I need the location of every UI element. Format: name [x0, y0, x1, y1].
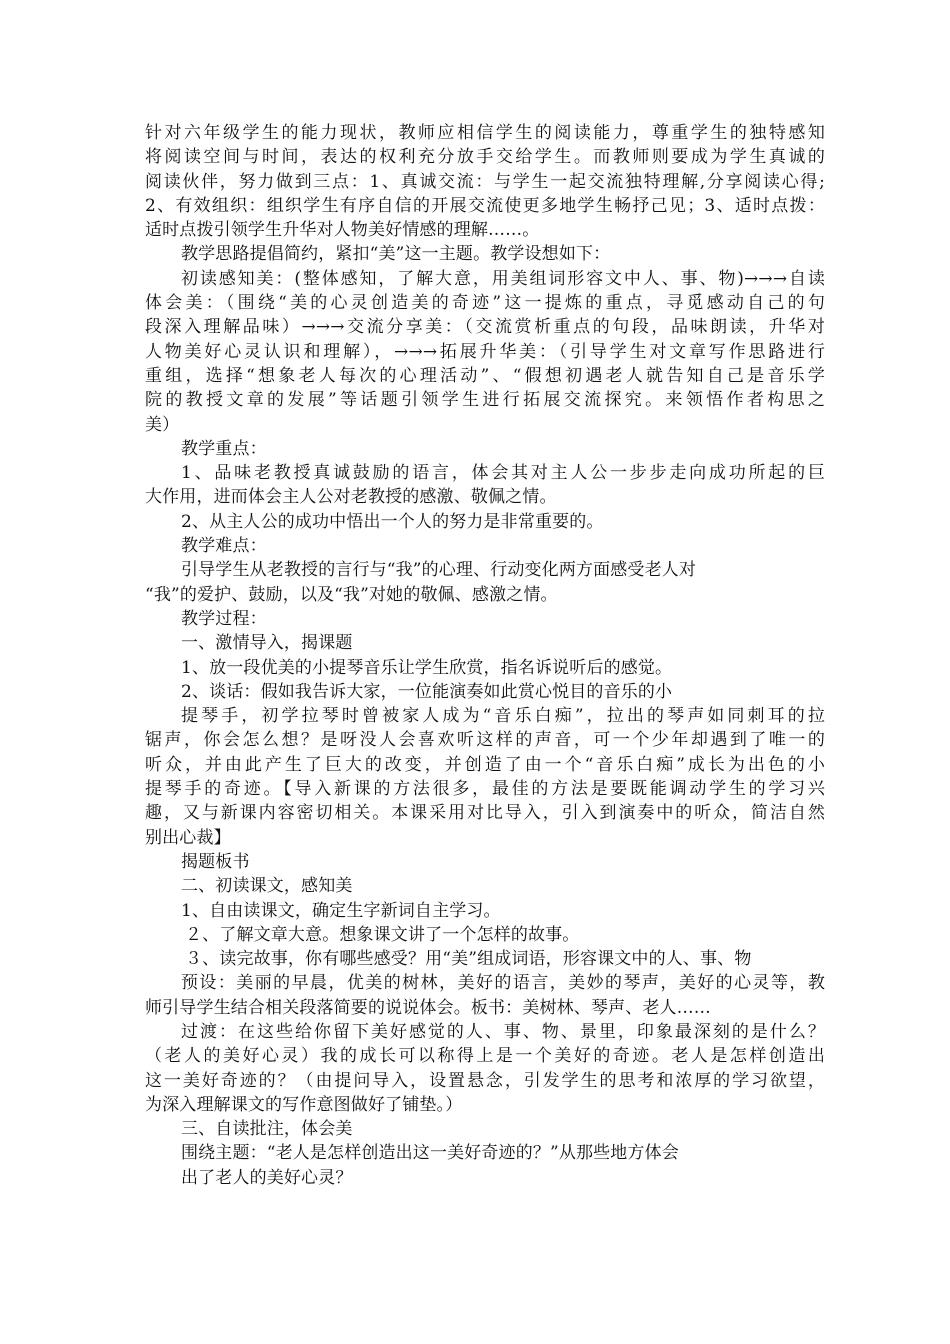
text-line: 三、自读批注，体会美	[181, 1119, 353, 1140]
text-line: 提琴手的奇迹。【导入新课的方法很多，最佳的方法是要既能调动学生的学习兴	[145, 779, 825, 800]
text-line: 教学难点：	[181, 536, 267, 557]
text-line: 这一美好奇迹的？（由提问导入，设置悬念，引发学生的思考和浓厚的学习欲望，	[145, 1070, 825, 1091]
text-line: 趣，又与新课内容密切相关。本课采用对比导入，引入到演奏中的听众，简洁自然	[145, 803, 825, 824]
text-line: （老人的美好心灵）我的成长可以称得上是一个美好的奇迹。老人是怎样创造出	[145, 1046, 825, 1067]
text-line: 揭题板书	[181, 851, 250, 872]
text-line: 大作用，进而体会主人公对老教授的感激、敬佩之情。	[145, 487, 557, 508]
document-body	[145, 121, 825, 1190]
text-line: 预设：美丽的早晨，优美的树林，美好的语言，美妙的琴声，美好的心灵等，教	[181, 973, 825, 994]
text-line: 重组，选择“想象老人每次的心理活动”、“假想初遇老人就告知自己是音乐学	[145, 365, 825, 386]
text-line: 2、从主人公的成功中悟出一个人的努力是非常重要的。	[181, 511, 604, 532]
text-line: 适时点拨引领学生升华对人物美好情感的理解……。	[145, 220, 540, 241]
text-line: 人物美好心灵认识和理解），→→→拓展升华美：（引导学生对文章写作思路进行	[145, 341, 825, 362]
text-line: 一、激情导入，揭课题	[181, 633, 353, 654]
text-line: 教学过程：	[181, 608, 267, 629]
text-line: ２、了解文章大意。想象课文讲了一个怎样的故事。	[185, 924, 580, 945]
text-line: 将阅读空间与时间，表达的权利充分放手交给学生。而教师则要成为学生真诚的	[145, 147, 825, 168]
text-line: “我”的爱护、鼓励，以及“我”对她的敬佩、感激之情。	[145, 584, 558, 605]
text-line: 引导学生从老教授的言行与“我”的心理、行动变化两方面感受老人对	[181, 560, 697, 581]
text-line: 提琴手，初学拉琴时曾被家人成为“音乐白痴”，拉出的琴声如同刺耳的拉	[181, 706, 825, 727]
text-line: 教学重点：	[181, 438, 267, 459]
text-line: 围绕主题：“老人是怎样创造出这一美好奇迹的？”从那些地方体会	[181, 1143, 679, 1164]
text-line: 1、自由读课文，确定生字新词自主学习。	[181, 900, 501, 921]
text-line: 师引导学生结合相关段落简要的说说体会。板书：美树林、琴声、老人……	[145, 997, 711, 1018]
text-line: 1、放一段优美的小提琴音乐让学生欣赏，指名诉说听后的感觉。	[181, 657, 673, 678]
text-line: 1、品味老教授真诚鼓励的语言，体会其对主人公一步步走向成功所起的巨	[181, 463, 825, 484]
text-line: 院的教授文章的发展”等话题引领学生进行拓展交流探究。来领悟作者构思之	[145, 390, 825, 411]
text-line: 体会美：（围绕“美的心灵创造美的奇迹”这一提炼的重点，寻觅感动自己的句	[145, 293, 825, 314]
text-line: ３、读完故事，你有哪些感受？用“美”组成词语，形容课文中的人、事、物	[185, 949, 752, 970]
text-line: 听众，并由此产生了巨大的改变，并创造了由一个“音乐白痴”成长为出色的小	[145, 754, 825, 775]
text-line: 二、初读课文，感知美	[181, 876, 353, 897]
text-line: 针对六年级学生的能力现状，教师应相信学生的阅读能力，尊重学生的独特感知	[145, 123, 825, 143]
text-line: 段深入理解品味）→→→交流分享美：（交流赏析重点的句段，品味朗读，升华对	[145, 317, 825, 338]
text-line: 2、谈话：假如我告诉大家，一位能演奏如此赏心悦目的音乐的小	[181, 681, 673, 702]
text-line: 阅读伙伴，努力做到三点：1、真诚交流：与学生一起交流独特理解,分享阅读心得;	[145, 171, 825, 192]
text-line: 为深入理解课文的写作意图做好了铺垫。）	[145, 1094, 463, 1115]
text-line: 锯声，你会怎么想？是呀没人会喜欢听这样的声音，可一个少年却遇到了唯一的	[145, 730, 825, 751]
text-line: 出了老人的美好心灵？	[181, 1167, 353, 1188]
text-line: 初读感知美：(整体感知，了解大意，用美组词形容文中人、事、物)→→→自读	[181, 268, 825, 289]
text-line: 教学思路提倡简约，紧扣“美”这一主题。教学设想如下：	[181, 244, 611, 265]
text-line: 2、有效组织：组织学生有序自信的开展交流使更多地学生畅抒己见；3、适时点拨：	[145, 195, 825, 216]
text-line: 过渡：在这些给你留下美好感觉的人、事、物、景里，印象最深刻的是什么？	[181, 1021, 825, 1042]
text-line: 美）	[145, 414, 180, 435]
text-line: 别出心裁】	[145, 827, 231, 848]
